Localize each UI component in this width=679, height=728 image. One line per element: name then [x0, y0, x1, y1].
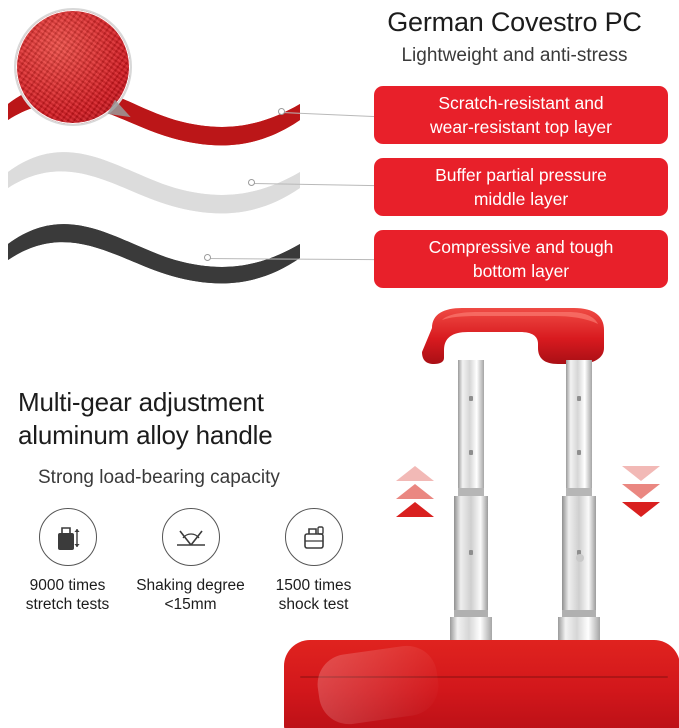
feature-shaking-degree-line1: Shaking degree	[136, 577, 245, 594]
callout-middle-layer-line2: middle layer	[473, 189, 569, 209]
handle-grip	[422, 308, 604, 364]
feature-stretch-tests	[6, 508, 129, 614]
callout-middle-layer-line1: Buffer partial pressure	[435, 165, 607, 185]
callout-bottom-layer	[374, 230, 668, 288]
callout-top-layer-line1: Scratch-resistant and	[438, 93, 604, 113]
callout-top-layer	[374, 86, 668, 144]
callout-bottom-layer-line2: bottom layer	[472, 261, 570, 281]
feature-shock-test	[252, 508, 375, 614]
bottom-section-subheading: Strong load-bearing capacity	[38, 467, 280, 488]
callout-middle-layer	[374, 158, 668, 216]
bottom-section-heading-line1: Multi-gear adjustment	[18, 387, 264, 417]
feature-list	[6, 508, 376, 614]
leader-dot-top-layer	[278, 108, 285, 115]
top-section-subheading: Lightweight and anti-stress	[401, 45, 628, 66]
feature-shaking-degree-line2: <15mm	[164, 596, 217, 613]
feature-stretch-tests-line2: stretch tests	[25, 596, 110, 613]
feature-shock-test-line2: shock test	[278, 596, 349, 613]
bottom-section-heading-line2: aluminum alloy handle	[18, 420, 273, 450]
leader-dot-bottom-layer	[204, 254, 211, 261]
top-section-heading: German Covestro PC	[387, 7, 642, 37]
feature-shock-test-line1: 1500 times	[275, 577, 352, 594]
layer-shape-bottom	[8, 224, 300, 283]
luggage-stretch-icon	[39, 508, 97, 566]
bottom-section-heading	[18, 386, 378, 452]
feature-shaking-degree	[129, 508, 252, 614]
feature-stretch-tests-line1: 9000 times	[29, 577, 106, 594]
leader-dot-middle-layer	[248, 179, 255, 186]
protractor-angle-icon	[162, 508, 220, 566]
callout-top-layer-line2: wear-resistant top layer	[430, 117, 612, 137]
callout-bottom-layer-line1: Compressive and tough	[428, 237, 614, 257]
luggage-shock-icon	[285, 508, 343, 566]
handle-release-button	[576, 554, 584, 562]
